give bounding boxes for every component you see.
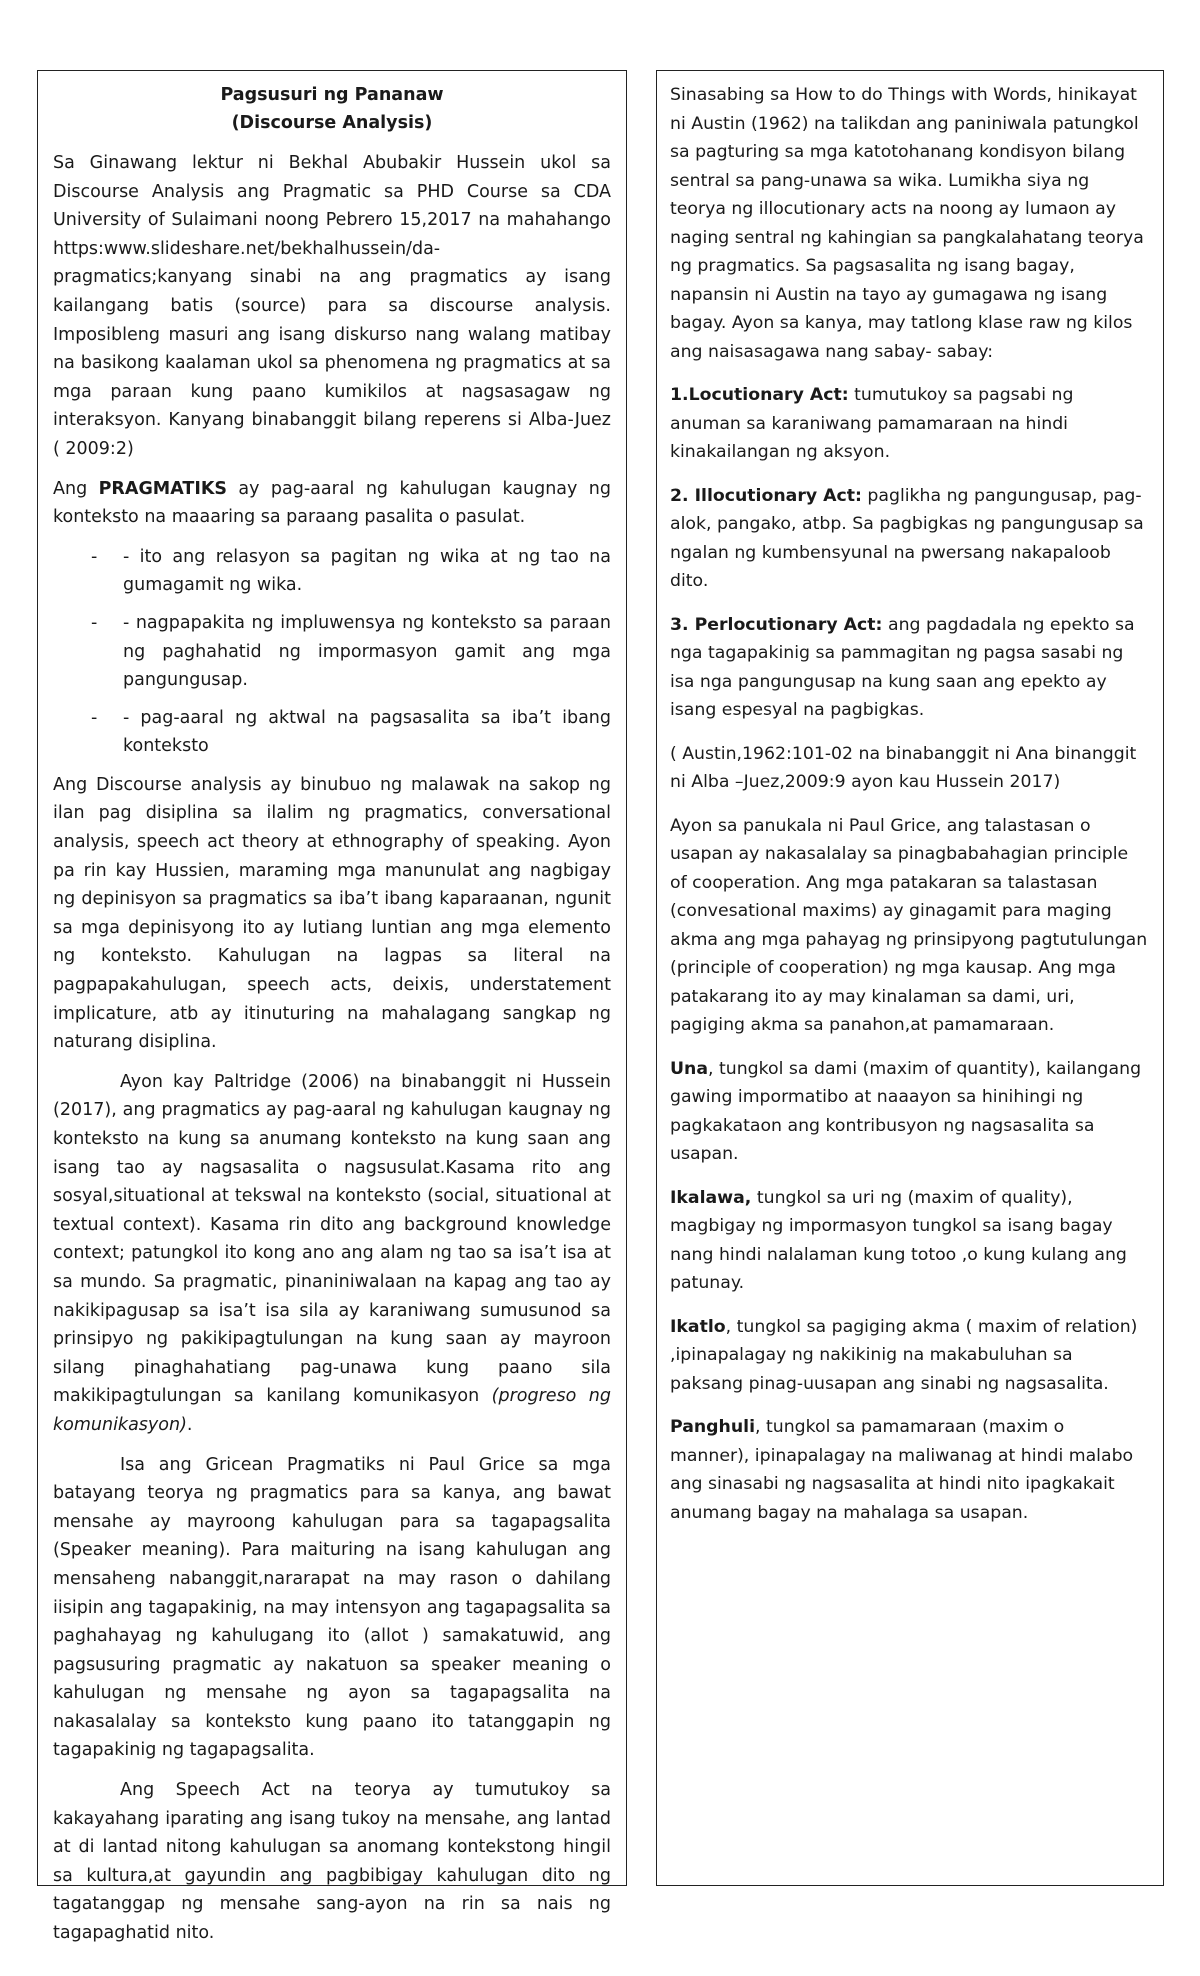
- dash-marker: -: [91, 612, 98, 633]
- left-column: [37, 70, 627, 1944]
- act-term: 1.Locutionary Act:: [670, 385, 849, 405]
- maxim-text: tungkol sa uri ng (maxim of quality), magbigay ng impormasyon tungkol sa isang bagay nang hindi nalalaman kung totoo ,o kung kulang ang patunay.: [670, 1187, 1127, 1293]
- pragmatiks-post: ay pag-aaral ng kahulugan kaugnay ng konteksto na maaaring sa paraang pasalita o pasulat.: [53, 478, 612, 528]
- maxim-text: , tungkol sa dami (maxim of quantity), kailangang gawing impormatibo at naaayon sa hinihingi ng pagkakataon ang kontribusyon ng nagsasalita sa usapan.: [670, 1058, 1142, 1164]
- paltridge-paragraph: [53, 1068, 611, 1440]
- list-item: [53, 609, 611, 695]
- pragmatiks-bullet-list: [53, 543, 611, 761]
- perlocutionary-act: [670, 611, 1148, 725]
- locutionary-act: [670, 381, 1148, 467]
- document-subtitle: (Discourse Analysis): [231, 113, 433, 133]
- right-column: [656, 70, 1164, 1886]
- list-item-text: - pag-aaral ng aktwal na pagsasalita sa iba’t ibang konteksto: [123, 707, 611, 757]
- maxim-quality: [670, 1184, 1148, 1298]
- discourse-analysis-paragraph: Ang Discourse analysis ay binubuo ng malawak na sakop ng ilan pag disiplina sa ilalim ng pragmatics, conversational analysis, speech act theory at ethnography of speaking. Ayon pa rin kay Hussien, maraming mga manunulat ang nagbigay ng depinisyon sa pragmatics sa iba’t ibang kaparaanan, ngunit sa mga depinisyong ito ay lutiang luntian ang mga elemento ng konteksto. Kahulugan na lagpas sa literal na pagpapakahulugan, speech acts, deixis, understatement implicature, atb ay itinuturing na mahalagang sangkap ng naturang disiplina.: [53, 774, 611, 1053]
- paltridge-text: Ayon kay Paltridge (2006) na binabanggit ni Hussein (2017), ang pragmatics ay pag-aaral ng kahulugan kaugnay ng konteksto na kung sa anumang konteksto na kung saan ang isang tao ay nagsasalita o nagsusulat.Kasama rito ang sosyal,situational at tekswal na konteksto (social, situational at textual context). Kasama rin dito ang background knowledge context; patungkol ito kong ano ang alam ng tao sa isa’t isa at sa mundo. Sa pragmatic, pinaniniwalaan na kapag ang tao ay nakikipagusap sa isa’t isa sila ay karaniwang sumusunod sa prinsipyo ng pakikipagtulungan na kung saan ay mayroon silang pinaghahatiang pag-unawa kung paano sila makikipagtulungan sa kanilang komunikasyon: [53, 1071, 611, 1407]
- maxim-term: Una: [670, 1058, 708, 1079]
- list-item: [53, 543, 611, 600]
- grice-paragraph: Ayon sa panukala ni Paul Grice, ang talastasan o usapan ay nakasalalay sa pinagbabahagian principle of cooperation. Ang mga patakaran sa talastasan (convesational maxims) ay ginagamit para maging akma ang mga pahayag ng prinsipyong pagtutulungan (principle of cooperation) ng mga kausap. Ang mga patakarang ito ay may kinalaman sa dami, uri, pagiging akma sa panahon,at pamamaraan.: [670, 815, 1148, 1035]
- act-term: 2. Illocutionary Act:: [670, 485, 862, 506]
- pragmatiks-pre: Ang: [53, 478, 99, 499]
- maxim-text: , tungkol sa pamamaraan (maxim o manner), ipinapalagay na maliwanag at hindi malabo ang sinasabi ng nagsasalita at hindi nito ipagkakait anumang bagay na mahalaga sa usapan.: [670, 1417, 1134, 1523]
- maxim-term: Panghuli: [670, 1417, 755, 1437]
- paltridge-end: .: [186, 1414, 193, 1435]
- speech-act-paragraph: Ang Speech Act na teorya ay tumutukoy sa kakayahang iparating ang isang tukoy na mensahe, ang lantad at di lantad nitong kahulugan sa anomang kontekstong hingil sa kultura,at gayundin ang pagbibigay kahulugan dito ng tagatanggap ng mensahe sang-ayon na rin sa nais ng tagapaghatid nito.: [53, 1780, 611, 1944]
- maxim-relation: [670, 1313, 1148, 1399]
- citation: ( Austin,1962:101-02 na binabanggit ni Ana binanggit ni Alba –Juez,2009:9 ayon kau Hussein 2017): [670, 743, 1137, 792]
- pragmatiks-definition: [53, 475, 611, 532]
- paltridge-italic: (progreso ng komunikasyon): [53, 1386, 612, 1435]
- act-term: 3. Perlocutionary Act:: [670, 614, 883, 635]
- maxim-quantity: [670, 1055, 1148, 1169]
- intro-paragraph: Sa Ginawang lektur ni Bekhal Abubakir Hussein ukol sa Discourse Analysis ang Pragmatic sa PHD Course sa CDA University of Sulaimani noong Pebrero 15,2017 na mahahango https:www.slideshare.net/bekhalhussein/da-pragmatics;kanyang sinabi na ang pragmatics ay isang kailangang batis (source) para sa discourse analysis. Imposibleng masuri ang isang diskurso nang walang matibay na basikong kaalaman ukol sa phenomena ng pragmatics at sa mga paraan kung paano kumikilos at nagsasagaw ng interaksyon. Kanyang binabanggit bilang reperens si Alba-Juez ( 2009:2): [53, 153, 611, 459]
- illocutionary-act: [670, 482, 1148, 596]
- list-item-text: - ito ang relasyon sa pagitan ng wika at ng tao na gumagamit ng wika.: [123, 546, 611, 596]
- gricean-paragraph: Isa ang Gricean Pragmatiks ni Paul Grice sa mga batayang teorya ng pragmatics para sa kanya, ang bawat mensahe ay mayroong kahulugan para sa tagapagsalita (Speaker meaning). Para maituring na isang kahulugan ang mensaheng nabanggit,nararapat na may rason o dahilang iisipin ang tagapakinig, na may intensyon ang tagapagsalita sa paghahayag ng kahulugang ito (allot ) samakatuwid, ang pagsusuring pragmatic ay nakatuon sa speaker meaning o kahulugan ng mensahe ng ayon sa tagapagsalita na nakasalalay sa konteksto kung paano ito tatanggapin ng tagapakinig ng tagapagsalita.: [53, 1454, 611, 1761]
- austin-paragraph: Sinasabing sa How to do Things with Words, hinikayat ni Austin (1962) na talikdan ang paniniwala patungkol sa pagturing sa mga katotohanang kondisyon bilang sentral sa pang-unawa sa wika. Lumikha siya ng teorya ng illocutionary acts na noong ay lumaon ay naging sentral ng kahingian sa pangkalahatang teorya ng pragmatics. Sa pagsasalita ng isang bagay, napansin ni Austin na tayo ay gumagawa ng isang bagay. Ayon sa kanya, may tatlong klase raw ng kilos ang naisasagawa nang sabay- sabay:: [670, 85, 1144, 362]
- pragmatiks-term: PRAGMATIKS: [98, 478, 228, 499]
- list-item-text: - nagpapakita ng impluwensya ng konteksto sa paraan ng paghahatid ng impormasyon gamit ang mga pangungusap.: [123, 612, 611, 691]
- maxim-term: Ikalawa,: [670, 1187, 752, 1208]
- dash-marker: -: [91, 707, 98, 728]
- act-text: ang pagdadala ng epekto sa nga tagapakinig sa pammagitan ng pagsa sasabi ng isa nga pangungusap na kung saan ang epekto ay isang espesyal na pagbigkas.: [670, 614, 1135, 720]
- act-text: paglikha ng pangungusap, pag-alok, pangako, atbp. Sa pagbigkas ng pangungusap sa ngalan ng kumbensyunal na pwersang nakapaloob dito.: [670, 485, 1144, 591]
- act-text: tumutukoy sa pagsabi ng anuman sa karaniwang pamamaraan na hindi kinakailangan ng aksyon.: [670, 385, 1074, 462]
- dash-marker: -: [91, 546, 98, 567]
- document-title: Pagsusuri ng Pananaw: [220, 85, 444, 105]
- maxim-text: , tungkol sa pagiging akma ( maxim of relation) ,ipinapalagay ng nakikinig na makabuluhan sa paksang pinag-uusapan ang sinabi ng nagsasalita.: [670, 1316, 1138, 1394]
- maxim-manner: [670, 1413, 1148, 1527]
- maxim-term: Ikatlo: [670, 1316, 726, 1337]
- list-item: [53, 704, 611, 761]
